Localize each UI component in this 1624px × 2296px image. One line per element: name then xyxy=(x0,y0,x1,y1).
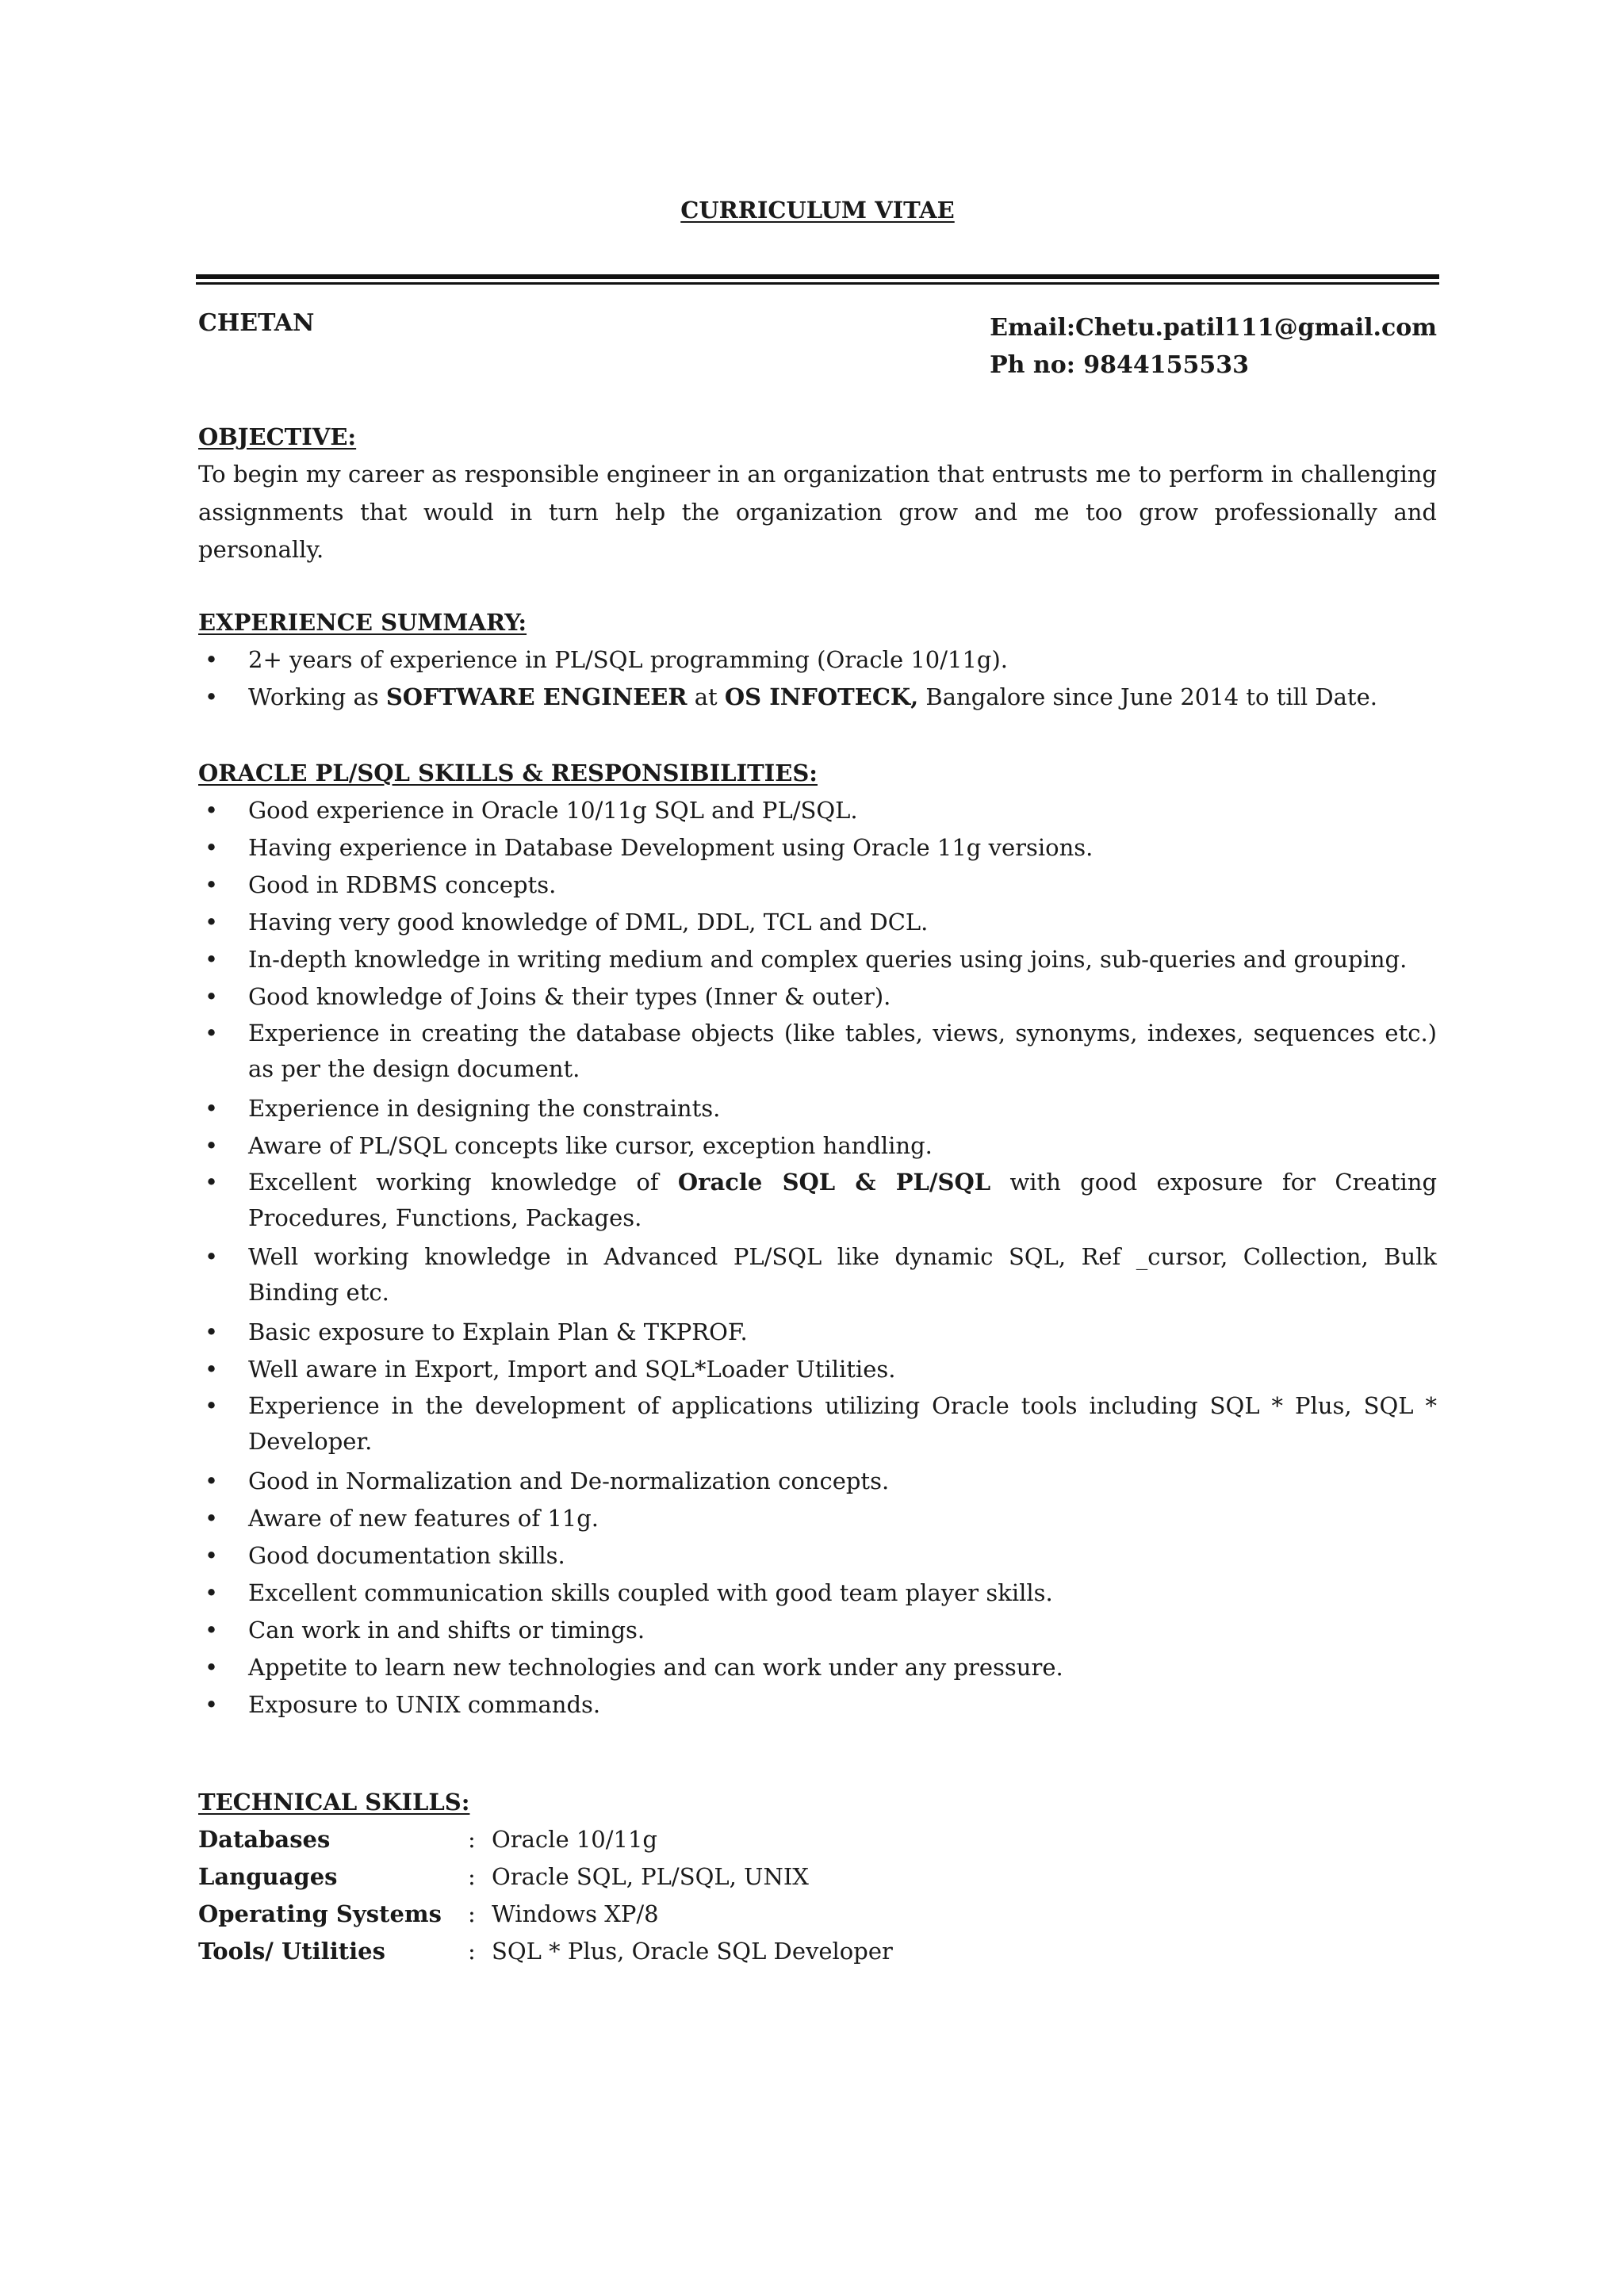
bullet-icon: • xyxy=(205,1356,219,1383)
bullet-icon: • xyxy=(205,871,219,898)
header-rule-thick xyxy=(196,274,1439,279)
bullet-icon: • xyxy=(205,1243,219,1270)
objective-heading: OBJECTIVE: xyxy=(198,423,357,450)
list-item: • Experience in creating the database objects (like tables, views, synonyms, indexes, sequences etc.) as per the design document. xyxy=(198,1016,1437,1087)
list-item: • Working as SOFTWARE ENGINEER at OS INFOTECK, Bangalore since June 2014 to till Date. xyxy=(198,679,1437,716)
list-item: • Can work in and shifts or timings. xyxy=(198,1612,1437,1649)
list-item: • 2+ years of experience in PL/SQL programming (Oracle 10/11g). xyxy=(198,641,1437,679)
experience-list xyxy=(198,641,1437,716)
list-item: • Excellent communication skills coupled with good team player skills. xyxy=(198,1575,1437,1612)
bullet-icon: • xyxy=(205,1617,219,1644)
experience-section xyxy=(198,604,1437,716)
header-rule-thin xyxy=(196,282,1439,285)
bullet-icon: • xyxy=(205,683,219,710)
list-item: • Good in RDBMS concepts. xyxy=(198,867,1437,904)
skills-list xyxy=(198,792,1437,1724)
bullet-icon: • xyxy=(205,983,219,1010)
bullet-icon: • xyxy=(205,1691,219,1718)
list-item: • Excellent working knowledge of Oracle SQL & PL/SQL with good exposure for Creating Procedures, Functions, Packages. xyxy=(198,1165,1437,1236)
list-item: • Good knowledge of Joins & their types (Inner & outer). xyxy=(198,978,1437,1016)
list-item: • Aware of PL/SQL concepts like cursor, exception handling. xyxy=(198,1127,1437,1165)
bullet-icon: • xyxy=(205,1020,219,1047)
bullet-icon: • xyxy=(205,1095,219,1122)
skill-value: Oracle 10/11g xyxy=(492,1826,657,1853)
bullet-icon: • xyxy=(205,1169,219,1196)
table-row xyxy=(198,1821,893,1858)
technical-heading: TECHNICAL SKILLS: xyxy=(198,1789,470,1816)
bullet-icon: • xyxy=(205,646,219,673)
bullet-icon: • xyxy=(205,1542,219,1569)
list-item: • Good experience in Oracle 10/11g SQL and PL/SQL. xyxy=(198,792,1437,829)
skill-sep: : xyxy=(468,1863,476,1890)
highlight-oracle-sql: Oracle SQL & PL/SQL xyxy=(677,1169,991,1196)
document-title: CURRICULUM VITAE xyxy=(680,197,955,224)
bullet-icon: • xyxy=(205,834,219,861)
list-item: • Good documentation skills. xyxy=(198,1537,1437,1575)
job-title: SOFTWARE ENGINEER xyxy=(385,683,688,710)
phone-text: Ph no: 9844155533 xyxy=(990,351,1249,379)
list-item: • Appetite to learn new technologies and can work under any pressure. xyxy=(198,1649,1437,1686)
list-item: • Good in Normalization and De-normalization concepts. xyxy=(198,1463,1437,1500)
list-item: • Experience in designing the constraints. xyxy=(198,1090,1437,1127)
objective-section xyxy=(198,419,1437,569)
bullet-icon: • xyxy=(205,1132,219,1159)
skill-value: Windows XP/8 xyxy=(492,1900,659,1927)
skill-sep: : xyxy=(468,1826,476,1853)
list-item: • In-depth knowledge in writing medium and complex queries using joins, sub-queries and grouping. xyxy=(198,941,1437,978)
list-item: • Having experience in Database Development using Oracle 11g versions. xyxy=(198,829,1437,867)
contact-block xyxy=(990,309,1437,384)
skill-key: Operating Systems xyxy=(198,1900,442,1927)
candidate-name: CHETAN xyxy=(198,309,315,337)
list-item: • Having very good knowledge of DML, DDL, TCL and DCL. xyxy=(198,904,1437,941)
skill-value: Oracle SQL, PL/SQL, UNIX xyxy=(492,1863,809,1890)
list-item: • Experience in the development of applications utilizing Oracle tools including SQL * Plus, SQL * Developer. xyxy=(198,1388,1437,1460)
bullet-icon: • xyxy=(205,1468,219,1494)
bullet-icon: • xyxy=(205,797,219,824)
experience-heading: EXPERIENCE SUMMARY: xyxy=(198,609,527,636)
objective-text: To begin my career as responsible engineer in an organization that entrusts me to perform in challenging assignments that would in turn help the organization grow and me too grow professionally and personally. xyxy=(198,461,1437,563)
skill-sep: : xyxy=(468,1900,476,1927)
skill-key: Databases xyxy=(198,1826,331,1853)
email-text: Email:Chetu.patil111@gmail.com xyxy=(990,314,1437,342)
bullet-icon: • xyxy=(205,1579,219,1606)
list-item: • Exposure to UNIX commands. xyxy=(198,1686,1437,1724)
technical-section xyxy=(198,1784,1437,1970)
bullet-icon: • xyxy=(205,1392,219,1419)
skill-sep: : xyxy=(468,1938,476,1965)
table-row xyxy=(198,1858,893,1896)
company-name: OS INFOTECK, xyxy=(724,683,919,710)
list-item: • Aware of new features of 11g. xyxy=(198,1500,1437,1537)
skills-heading: ORACLE PL/SQL SKILLS & RESPONSIBILITIES: xyxy=(198,760,818,786)
table-row xyxy=(198,1933,893,1970)
skills-section xyxy=(198,755,1437,1724)
list-item: • Well working knowledge in Advanced PL/SQL like dynamic SQL, Ref _cursor, Collection, Bulk Binding etc. xyxy=(198,1239,1437,1311)
skill-value: SQL * Plus, Oracle SQL Developer xyxy=(492,1938,893,1965)
bullet-icon: • xyxy=(205,1505,219,1532)
list-item: • Basic exposure to Explain Plan & TKPROF. xyxy=(198,1314,1437,1351)
technical-table xyxy=(198,1821,893,1970)
skill-key: Languages xyxy=(198,1863,338,1890)
skill-key: Tools/ Utilities xyxy=(198,1938,385,1965)
table-row xyxy=(198,1896,893,1933)
list-item: • Well aware in Export, Import and SQL*Loader Utilities. xyxy=(198,1351,1437,1388)
bullet-icon: • xyxy=(205,909,219,936)
bullet-icon: • xyxy=(205,946,219,973)
bullet-icon: • xyxy=(205,1318,219,1345)
bullet-icon: • xyxy=(205,1654,219,1681)
